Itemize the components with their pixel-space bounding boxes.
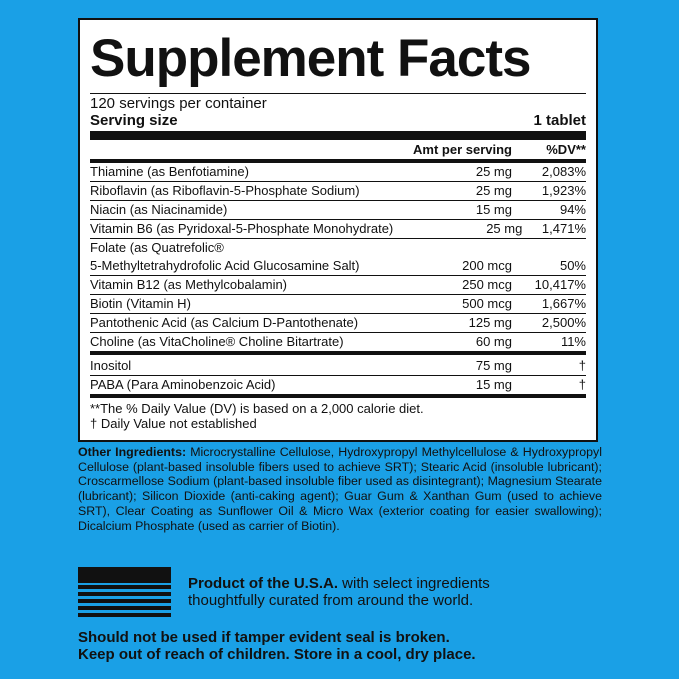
nutrient-row <box>90 220 586 239</box>
nutrient-amount: 125 mg <box>468 315 512 330</box>
footnote-dv: **The % Daily Value (DV) is based on a 2,000 calorie diet. <box>90 401 424 416</box>
other-ingredients <box>78 445 602 533</box>
nutrient-dv: 50% <box>559 258 586 273</box>
nutrient-amount: 25 mg <box>475 183 512 198</box>
nutrient-amount: 200 mcg <box>462 258 512 273</box>
nutrient-name: Riboflavin (as Riboflavin-5-Phosphate Sodium) <box>90 183 360 198</box>
nutrient-row <box>90 239 586 276</box>
serving-size-value: 1 tablet <box>533 112 586 129</box>
ingredients-text: Microcrystalline Cellulose, Hydroxypropyl Methylcellulose & Hydroxypropyl Cellulose (plant-based insoluble fibers used to achieve SRT); Stearic Acid (insoluble lubricant); Croscarmellose Sodium (plant-based insoluble fiber used as disintegrant); Magnesium Stearate (lubricant); Silicon Dioxide (anti-caking agent); Guar Gum & Xanthan Gum (used to achieve SRT), Clear Coating as Sunflower Oil & Micro Wax (exterior coating for easier swallowing); Dicalcium Phosphate (used as carrier of Biotin). <box>78 445 602 533</box>
nutrient-row <box>90 314 586 333</box>
nutrient-amount: 250 mcg <box>462 277 512 292</box>
nutrient-name: Pantothenic Acid (as Calcium D-Pantothenate) <box>90 315 359 330</box>
nutrient-dv: 94% <box>559 202 586 217</box>
column-header <box>90 140 586 159</box>
serving-size-row <box>90 112 586 129</box>
other-name: PABA (Para Aminobenzoic Acid) <box>90 377 276 392</box>
nutrient-row <box>90 295 586 314</box>
nutrient-name-line: 5-Methyltetrahydrofolic Acid Glucosamine Salt) <box>90 258 360 273</box>
nutrient-row <box>90 182 586 201</box>
nutrient-name <box>90 239 362 275</box>
nutrient-dv: 11% <box>560 334 586 349</box>
nutrient-name-line: Folate (as Quatrefolic® <box>90 240 224 255</box>
nutrient-name: Niacin (as Niacinamide) <box>90 202 228 217</box>
nutrient-amount: 500 mcg <box>462 296 512 311</box>
origin-line1: with select ingredients <box>338 575 490 592</box>
other-amount: 75 mg <box>475 358 512 373</box>
other-dv: † <box>578 358 586 373</box>
divider <box>90 93 586 94</box>
warning-line2: Keep out of reach of children. Store in a cool, dry place. <box>78 646 476 663</box>
nutrient-amount: 15 mg <box>475 202 512 217</box>
ingredients-label: Other Ingredients: <box>78 445 187 459</box>
nutrient-amount: 60 mg <box>475 334 512 349</box>
other-name: Inositol <box>90 358 132 373</box>
footnote-dagger: † Daily Value not established <box>90 416 257 431</box>
other-row <box>90 376 586 394</box>
nutrient-dv: 10,417% <box>534 277 586 292</box>
warning-statement <box>78 629 476 663</box>
nutrient-name: Choline (as VitaCholine® Choline Bitartrate) <box>90 334 344 349</box>
warning-line1: Should not be used if tamper evident seal is broken. <box>78 629 450 646</box>
servings-per-container: 120 servings per container <box>90 95 267 112</box>
nutrient-row <box>90 333 586 355</box>
nutrient-name: Vitamin B12 (as Methylcobalamin) <box>90 277 288 292</box>
nutrient-dv: 2,500% <box>541 315 586 330</box>
nutrient-name: Biotin (Vitamin H) <box>90 296 191 311</box>
other-row <box>90 355 586 376</box>
nutrient-row <box>90 276 586 295</box>
dv-header: %DV** <box>546 142 586 157</box>
nutrient-amount: 25 mg <box>475 164 512 179</box>
footnotes <box>90 394 586 431</box>
nutrient-dv: 1,923% <box>541 183 586 198</box>
nutrient-name: Thiamine (as Benfotiamine) <box>90 164 249 179</box>
origin-statement <box>188 575 490 609</box>
nutrient-name: Vitamin B6 (as Pyridoxal-5-Phosphate Monohydrate) <box>90 221 394 236</box>
nutrient-row <box>90 163 586 182</box>
us-flag-icon <box>78 567 171 620</box>
supplement-facts-panel <box>78 18 598 442</box>
serving-size-label: Serving size <box>90 112 178 129</box>
nutrient-dv: 2,083% <box>541 164 586 179</box>
nutrient-dv: 1,667% <box>541 296 586 311</box>
other-amount: 15 mg <box>475 377 512 392</box>
nutrient-dv: 1,471% <box>541 221 586 236</box>
nutrient-row <box>90 201 586 220</box>
other-dv: † <box>578 377 586 392</box>
origin-line2: thoughtfully curated from around the world. <box>188 592 474 609</box>
nutrient-amount: 25 mg <box>486 221 523 236</box>
panel-title: Supplement Facts <box>90 29 531 88</box>
amount-header: Amt per serving <box>413 142 512 157</box>
thick-divider <box>90 131 586 140</box>
origin-bold: Product of the U.S.A. <box>188 575 338 592</box>
